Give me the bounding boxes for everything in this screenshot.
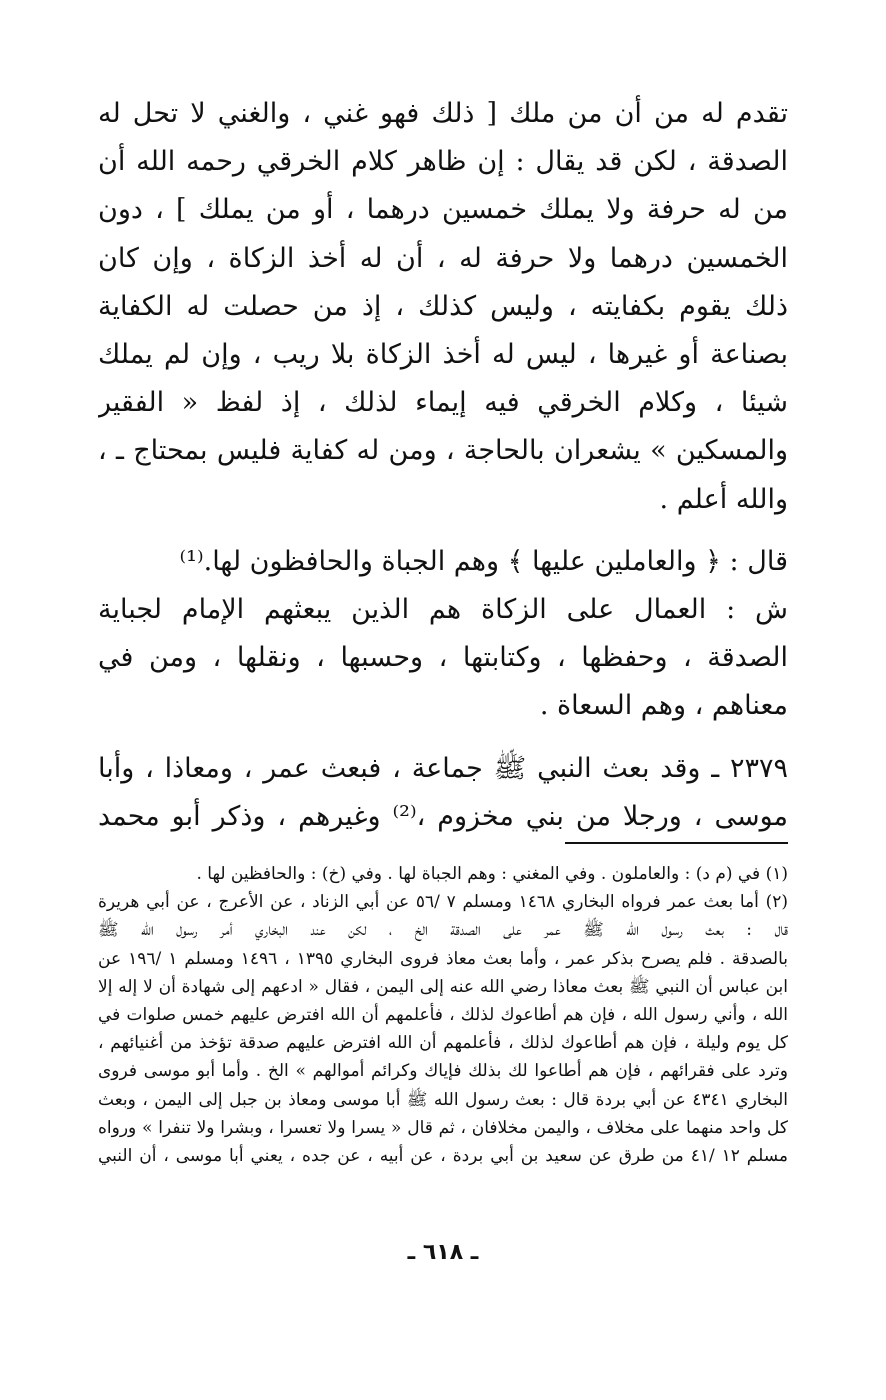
paragraph-sharh xyxy=(98,586,788,731)
text-line: شيئا ، وكلام الخرقي فيه إيماء لذلك ، إذ لفظ « الفقير xyxy=(98,387,788,419)
text-line: من له حرفة ولا يملك خمسين درهما ، أو من يملك ] ، دون xyxy=(98,194,788,226)
paragraph-qala xyxy=(98,538,788,586)
text-line: قال : ﴿ والعاملين عليها ﴾ وهم الجباة والحافظون لها.⁽¹⁾ xyxy=(179,545,788,577)
footnotes xyxy=(98,860,788,1170)
footnote-line: الله ، وأني رسول الله ، فإن هم أطاعوك لذلك ، فأعلمهم أن الله افترض عليهم خمس صلوات في xyxy=(98,1005,788,1026)
text-line: بصناعة أو غيرها ، ليس له أخذ الزكاة بلا ريب ، وإن لم يملك xyxy=(98,339,788,371)
footnote-line: كل يوم وليلة ، فإن هم أطاعوك لذلك ، فأعلمهم أن الله افترض عليهم صدقة تؤخذ من أغنيائهم ، xyxy=(98,1033,788,1054)
text-line: ش : العمال على الزكاة هم الذين يبعثهم الإمام لجباية xyxy=(98,594,788,626)
footnote-separator xyxy=(565,842,788,844)
main-text xyxy=(98,90,788,841)
paragraph-numbered xyxy=(98,745,788,841)
footnote-line: ابن عباس أن النبي ﷺ بعث معاذا رضي الله عنه إلى اليمن ، فقال « ادعهم إلى شهادة أن لا إله إلا xyxy=(98,976,788,997)
footnote-line: مسلم ١٢ /٤١ من طرق عن سعيد بن أبي بردة ، عن أبيه ، عن جده ، يعني أبا موسى ، أن النبي xyxy=(98,1146,788,1167)
text-line: تقدم له من أن من ملك [ ذلك فهو غني ، والغني لا تحل له xyxy=(98,98,788,129)
footnote-line: البخاري ٤٣٤١ عن أبي بردة قال : بعث رسول الله ﷺ أبا موسى ومعاذ بن جبل إلى اليمن ، وبعث xyxy=(98,1089,788,1110)
text-line: الصدقة ، وحفظها ، وكتابتها ، وحسبها ، ونقلها ، ومن في xyxy=(98,642,788,674)
footnote-line: (٢) أما بعث عمر فرواه البخاري ١٤٦٨ ومسلم ٧ /٥٦ عن أبي الزناد ، عن الأعرج ، عن أبي هريرة xyxy=(98,892,788,913)
paragraph-gap xyxy=(98,731,788,745)
footnote-line: كل واحد منهما على مخلاف ، واليمن مخلافان ، ثم قال « يسرا ولا تعسرا ، وبشرا ولا تنفرا » ورواه xyxy=(98,1117,788,1138)
footnote-line: (١) في (م د) : والعاملون . وفي المغني : وهم الجباة لها . وفي (خ) : والحافظين لها . xyxy=(196,864,788,884)
text-line: الخمسين درهما ولا حرفة له ، أن له أخذ الزكاة ، وإن كان xyxy=(98,242,788,274)
text-line: والمسكين » يشعران بالحاجة ، ومن له كفاية فليس بمحتاج ـ ، xyxy=(98,435,788,467)
text-line: ذلك يقوم بكفايته ، وليس كذلك ، إذ من حصلت له الكفاية xyxy=(98,290,788,322)
text-line: موسى ، ورجلا من بني مخزوم ،⁽²⁾ وغيرهم ، وذكر أبو محمد xyxy=(98,800,788,832)
footnote-line: بالصدقة . فلم يصرح بذكر عمر ، وأما بعث معاذ فروى البخاري ١٣٩٥ ، ١٤٩٦ ومسلم ١ /١٩٦ عن xyxy=(98,948,788,969)
text-line: ٢٣٧٩ ـ وقد بعث النبي ﷺ جماعة ، فبعث عمر ، ومعاذا ، وأبا xyxy=(98,752,788,784)
text-line: معناهم ، وهم السعاة . xyxy=(539,690,788,722)
paragraph-continuation xyxy=(98,90,788,524)
footnote-line: وترد على فقرائهم ، فإن هم أطاعوا لك بذلك فإياك وكرائم أموالهم » الخ . وأما أبو موسى فروى xyxy=(98,1061,788,1082)
page-number: ـ ٦١٨ ـ xyxy=(407,1240,479,1265)
paragraph-gap xyxy=(98,524,788,538)
text-line: والله أعلم . xyxy=(659,483,788,515)
page xyxy=(98,90,788,1390)
footnote-line: قال : بعث رسول الله ﷺ عمر على الصدقة الخ ، لكن عند البخاري أمر رسول الله ﷺ xyxy=(98,920,788,941)
text-line: الصدقة ، لكن قد يقال : إن ظاهر كلام الخرقي رحمه الله أن xyxy=(98,146,788,178)
